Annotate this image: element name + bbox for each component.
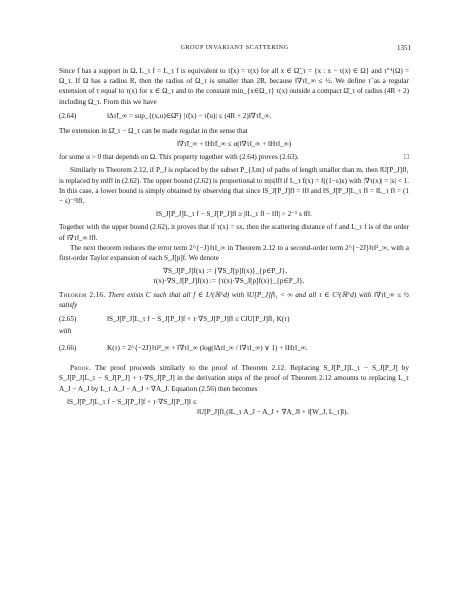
equation-final-line-1: ‖S_J[P_J]L_τ f − S_J[P_J]f + τ·∇S_J[P_J]‖ ≤ — [67, 397, 197, 406]
equation-lower-bound: ‖S_J[P_J]L_τ f − S_J[P_J]f‖ ≥ |‖L_τ f‖ − ‖f‖| > 2⁻¹ s ‖f‖. — [156, 210, 312, 219]
paragraph-alpha-text: for some α > 0 that depends on Ω. This property together with (2.64) proves (2.63). — [59, 153, 299, 162]
theorem-2-16 — [59, 290, 409, 310]
theorem-statement: There exists C such that all f ∈ L²(ℝ^d) with ‖U[P_J]f‖₁ < ∞ and all τ ∈ C²(ℝ^d) with ‖∇τ‖_∞ ≤ ½ satisfy — [59, 290, 409, 309]
paragraph-alpha — [59, 152, 409, 162]
equation-2-64 — [59, 110, 409, 123]
equation-tag: (2.64) — [59, 111, 77, 120]
proof-paragraph — [59, 363, 409, 394]
equation-tag: (2.65) — [59, 315, 77, 324]
equation-body: ‖S_J[P_J]L_τ f − S_J[P_J]f + τ·∇S_J[P_J]f‖ ≤ C‖U[P_J]f‖₁ K(τ) — [107, 315, 290, 324]
equation-2-65 — [59, 313, 409, 326]
equation-final-line-2: ‖U[P_J]f‖₁(‖L_τ A_J − A_J + ∇A_J‖ + ‖[W_J, L_τ]‖). — [197, 408, 349, 417]
paragraph-next-theorem: The next theorem reduces the error term 2^{−J}‖τ‖_∞ in Theorem 2.12 to a second-order term 2^{−2J}‖τ‖²_∞, with a first-order Taylor expansion of each S_J[p]f. We denote — [59, 243, 409, 263]
paragraph-together: Together with the upper bound (2.62), it proves that if τ(x) = sx, then the scattering distance of f and L_τ f is of the order of ‖∇τ‖_∞ ‖f‖. — [59, 223, 409, 242]
page-body — [59, 66, 409, 417]
page-number: 1351 — [397, 44, 411, 52]
running-header — [58, 44, 411, 54]
running-title: GROUP INVARIANT SCATTERING — [180, 44, 289, 51]
equation-extension-bound: ‖∇τ̃‖_∞ + ‖Hτ̃‖_∞ ≤ α(‖∇τ‖_∞ + ‖Hτ‖_∞) — [176, 140, 292, 149]
proof-text: The proof proceeds similarly to the proof of Theorem 2.12. Replacing S_J[P_J]L_τ − S_J[P_J] by S_J[P_J]L_τ − S_J[P_J] + τ·∇S_J[P_J] in the derivation steps of the proof of Theorem 2.12 amounts to replacing L_τ A_J − A_J by L_τ A_J − A_J + ∇A_J. Equation (2.56) then becomes — [59, 364, 409, 393]
paragraph-extension: The extension in Ω̂_τ − Ω_τ can be made regular in the sense that — [59, 126, 248, 135]
equation-gradient-def: ∇S_J[P_J]f(x) := {∇S_J[p]f(x)}_{p∈P_J}, — [163, 267, 288, 276]
qed-symbol: □ — [404, 152, 409, 162]
proof-label: Proof. — [70, 364, 91, 373]
theorem-label: Theorem 2.16. — [59, 290, 106, 299]
with-word: with — [59, 327, 72, 336]
equation-tag: (2.66) — [59, 344, 77, 353]
equation-body: ‖Δτ̃‖_∞ = sup_{(x,u)∈Ω̂²} |τ̃(x) − τ̃(u)| ≤ (4R + 2)‖∇τ̃‖_∞. — [107, 111, 272, 120]
equation-tau-gradient-def: τ(x)·∇S_J[P_J]f(x) := {τ(x)·∇S_J[p]f(x)}_{p∈P_J}. — [153, 277, 305, 286]
equation-body: K(τ) = 2^{−2J}‖τ‖²_∞ + ‖∇τ‖_∞ (log(‖Δτ‖_∞ / ‖∇τ‖_∞) ∨ 1) + ‖Hτ‖_∞. — [107, 344, 308, 353]
paragraph-support: Since f has a support in Ω, L_τ f = L_τ f is equivalent to τ̃(x) = τ(x) for all x ∈ Ω̃_τ = {x : x − τ(x) ∈ Ω} and τ̃⁻¹(Ω) = Ω_τ. If Ω has a radius R, then the radius of Ω_τ is smaller than 2R, because ‖∇τ‖_∞ ≤ ½. We define τ̃ as a regular extension of τ equal to τ(x) for x ∈ Ω_τ and to the constant min_{x∈Ω_τ} τ(x) outside a compact Ω̂_τ of radius (4R + 2) including Ω_τ. From this we have — [59, 67, 409, 106]
paragraph-similarly: Similarly to Theorem 2.12, if P_J is replaced by the subset P_{J,m} of paths of length smaller than m, then ‖U[P_J]f‖₁ is replaced by m‖f‖ in (2.62). The upper bound (2.62) is proportional to m|s|‖f‖ if L_τ f(x) = f((1−s)x) with |∇τ(x)| = |s| < 1. In this case, a lower bound is simply obtained by observing that since ‖S_J[P_J]f‖ = ‖f‖ and ‖S_J[P_J]L_τ f‖ = ‖L_τ f‖ = (1 − s)⁻¹‖f‖, — [59, 166, 409, 206]
equation-2-66 — [59, 336, 409, 360]
